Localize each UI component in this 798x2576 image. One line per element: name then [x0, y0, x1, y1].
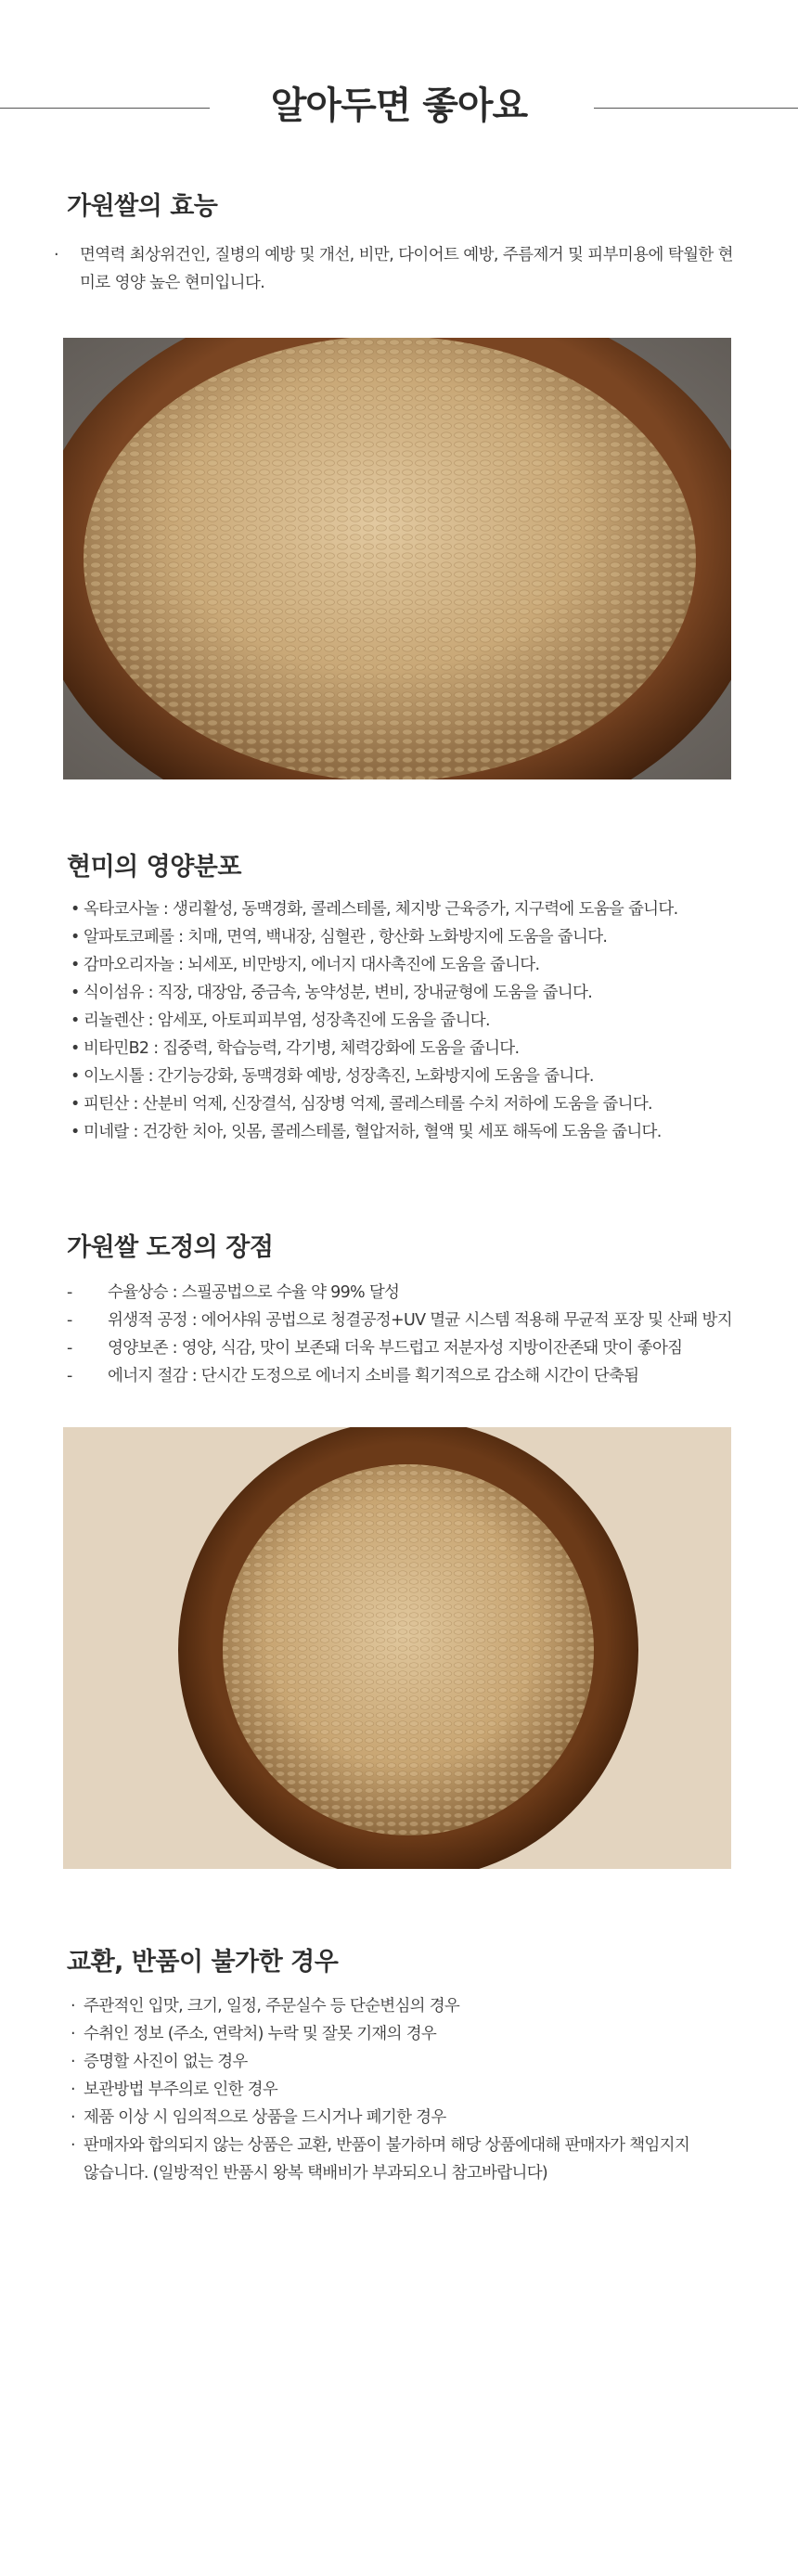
list-item: · 판매자와 합의되지 않는 상품은 교환, 반품이 불가하며 해당 상품에대해 판매자가 책임지지 않습니다. (일방적인 반품시 왕복 택배비가 부과되오니 참고바랍니다): [71, 2136, 690, 2183]
nutrition-list: [71, 895, 757, 1146]
list-item: • 리놀렌산 : 암세포, 아토피피부염, 성장촉진에 도움을 줍니다.: [71, 1011, 490, 1030]
list-item: · 수취인 정보 (주소, 연락처) 누락 및 잘못 기재의 경우: [71, 2025, 437, 2043]
list-item: · 보관방법 부주의로 인한 경우: [71, 2080, 278, 2099]
list-item: - 수율상승 : 스필공법으로 수율 약 99% 달성: [67, 1283, 400, 1302]
effect-title: 가원쌀의 효능: [67, 192, 218, 221]
list-item: · 증명할 사진이 없는 경우: [71, 2053, 248, 2071]
list-item: - 위생적 공정 : 에어샤워 공법으로 청결공정+UV 멸균 시스템 적용해 무균적 포장 및 산패 방지: [67, 1311, 732, 1330]
milling-title: 가원쌀 도정의 장점: [67, 1233, 274, 1262]
list-item: - 영양보존 : 영양, 식감, 맛이 보존돼 더욱 부드럽고 저분자성 지방이잔존돼 맛이 좋아짐: [67, 1339, 683, 1358]
page-title: 알아두면 좋아요: [270, 84, 528, 127]
list-item: • 감마오리자놀 : 뇌세포, 비만방지, 에너지 대사촉진에 도움을 줍니다.: [71, 956, 540, 974]
list-item: · 제품 이상 시 임의적으로 상품을 드시거나 폐기한 경우: [71, 2108, 446, 2127]
returns-title: 교환, 반품이 불가한 경우: [67, 1948, 339, 1977]
milling-list: [67, 1279, 753, 1390]
effect-text: [54, 241, 744, 297]
brown-rice-bowl-photo-2: [63, 1427, 731, 1869]
effect-body: 면역력 최상위건인, 질병의 예방 및 개선, 비만, 다이어트 예방, 주름제거 및 피부미용에 탁월한 현미로 영양 높은 현미입니다.: [80, 246, 733, 292]
list-item: • 미네랄 : 건강한 치아, 잇몸, 콜레스테롤, 혈압저하, 혈액 및 세포 해독에 도움을 줍니다.: [71, 1123, 662, 1141]
list-item: • 알파토코페롤 : 치매, 면역, 백내장, 심혈관 , 항산화 노화방지에 도움을 줍니다.: [71, 928, 608, 947]
brown-rice-bowl-photo-1: [63, 338, 731, 779]
list-item: • 이노시톨 : 간기능강화, 동맥경화 예방, 성장촉진, 노화방지에 도움을 줍니다.: [71, 1067, 594, 1086]
effect-bullet: ·: [54, 246, 58, 264]
list-item: • 식이섬유 : 직장, 대장암, 중금속, 농약성분, 변비, 장내균형에 도움을 줍니다.: [71, 984, 593, 1002]
nutrition-title: 현미의 영양분포: [67, 853, 241, 882]
page-header: [0, 76, 798, 132]
list-item: • 옥타코사놀 : 생리활성, 동맥경화, 콜레스테롤, 체지방 근육증가, 지구력에 도움을 줍니다.: [71, 900, 678, 919]
list-item: • 피틴산 : 산분비 억제, 신장결석, 심장병 억제, 콜레스테롤 수치 저하에 도움을 줍니다.: [71, 1095, 652, 1114]
list-item: • 비타민B2 : 집중력, 학습능력, 각기병, 체력강화에 도움을 줍니다.: [71, 1039, 520, 1058]
returns-list: [71, 1992, 757, 2187]
list-item: - 에너지 절감 : 단시간 도정으로 에너지 소비를 획기적으로 감소해 시간이 단축됨: [67, 1367, 639, 1385]
header-divider-right: [594, 108, 798, 109]
list-item: · 주관적인 입맛, 크기, 일정, 주문실수 등 단순변심의 경우: [71, 1997, 460, 2016]
